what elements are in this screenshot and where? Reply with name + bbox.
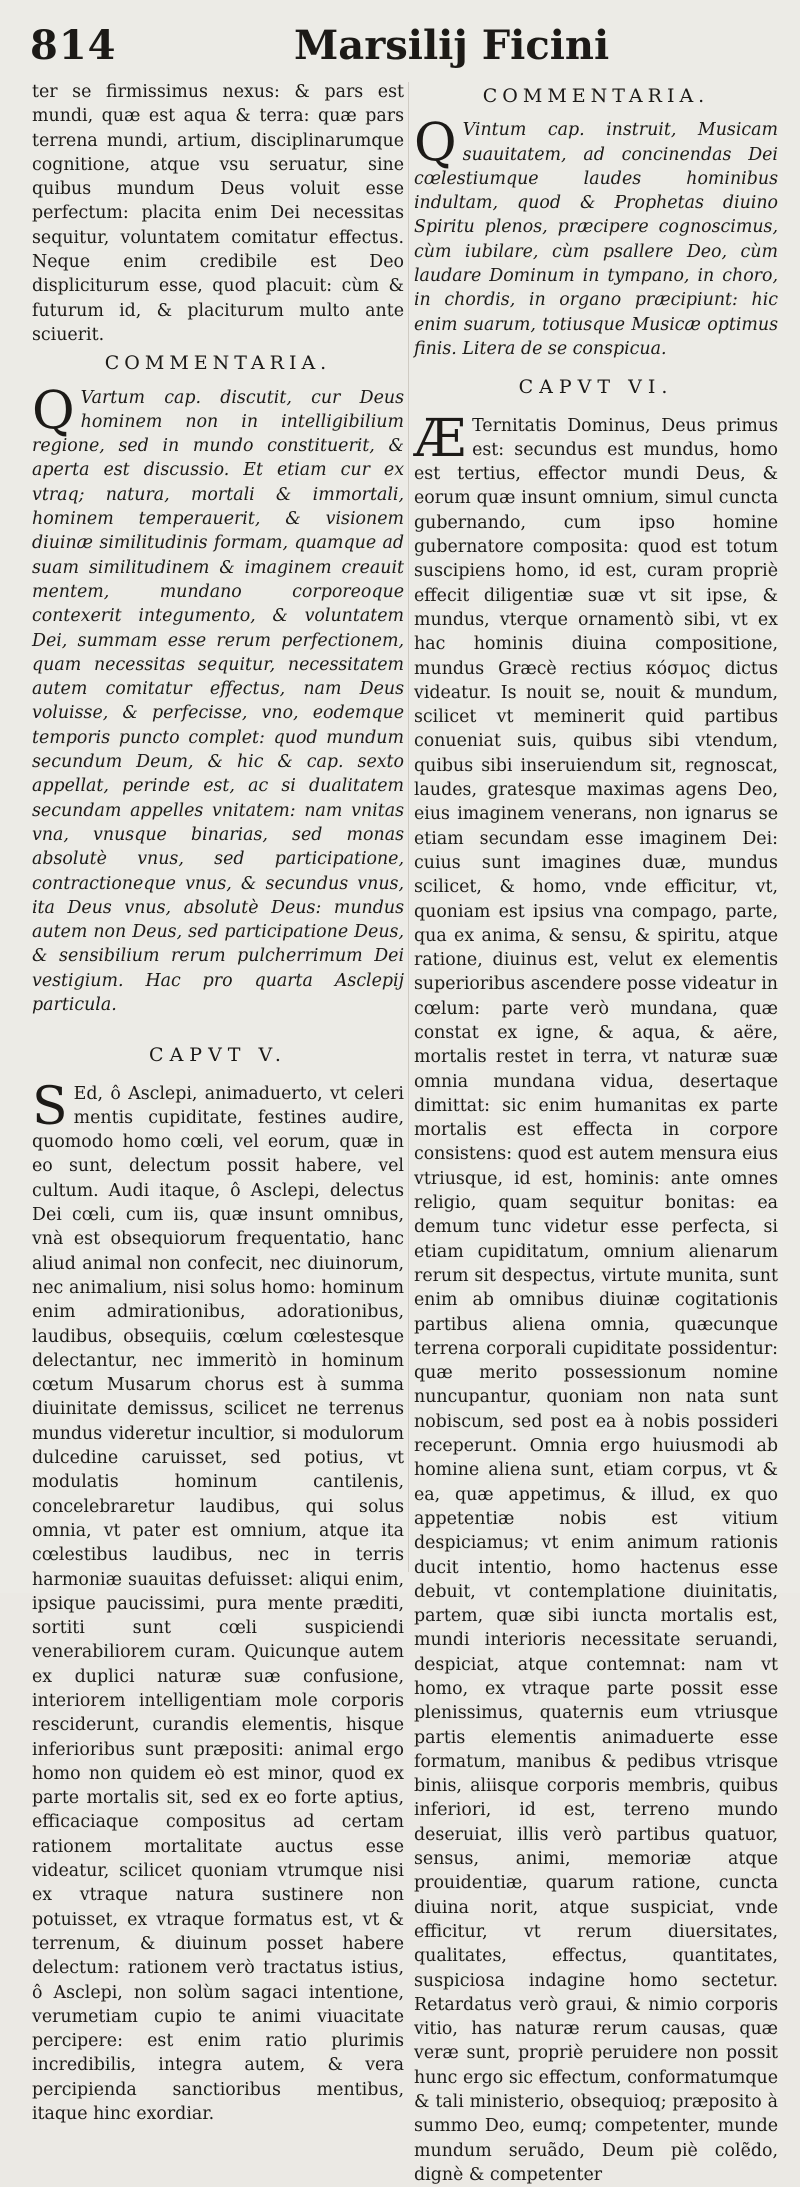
left-commentaria-heading: COMMENTARIA.: [104, 352, 332, 375]
left-commentaria-paragraph: Vartum cap. discutit, cur Deus hominem non in intelligibilium regione, sed in mundo constituerit, & aperta est discussio. Et etiam cur ex vtraq; natura, mortali & immortali, hominem temperauerit, & visionem diuinæ similitudinis formam, quamque ad suam similitudinem & imaginem creauit mentem, mundano corporeoque contexerit integumento, & voluntatem Dei, summam esse rerum perfectionem, quam necessitas sequitur, necessitatem autem comitatur effectus, nam Deus voluisse, & perfecisse, vno, eodemque temporis puncto complet: quod mundum secundum Deum, & hic & cap. sexto appellat, perinde est, ac si dualitatem secundam appelles vnitatem: nam vnitas vna, vnusque binarias, sed monas absolutè vnus, sed participatione, contractioneque vnus, & secundus vnus, ita Deus vnus, absolutè Deus: mundus autem non Deus, sed participatione Deus, & sensibilium rerum pulcherrimum Dei vestigium. Hac pro quarta Asclepij particula.: [32, 387, 404, 1015]
left-commentaria-dropcap: Q: [32, 380, 75, 441]
page-number: 814: [30, 22, 117, 69]
right-commentaria-block: [414, 113, 778, 361]
column-divider: [408, 82, 409, 1572]
left-commentaria-block: [32, 380, 404, 1018]
caput-vi-block: [414, 408, 778, 2187]
caput-v-heading: CAPVT V.: [149, 1044, 287, 1067]
caput-v-dropcap: S: [32, 1076, 68, 1137]
caput-v-paragraph: Ed, ô Asclepi, animaduerto, vt celeri mentis cupiditate, festines audire, quomodo homo cœli, vel eorum, quæ in eo sunt, delectum possit habere, vel cultum. Audi itaque, ô Asclepi, delectus Dei cœli, cum iis, quæ insunt omnibus, vnà est obsequiorum frequentatio, hanc aliud animal non confecit, nec diuinorum, nec animalium, nisi solus homo: hominum enim admirationibus, adorationibus, laudibus, obsequiis, cœlum cœlestesque delectantur, nec immeritò in hominum cœtum Musarum chorus est à summa diuinitate demissus, scilicet ne terrenus mundus videretur incultior, si modulorum dulcedine caruisset, sed potius, vt modulatis hominum cantilenis, concelebraretur laudibus, qui solus omnia, vt pater est omnium, atque ita cœlestibus laudibus, nec in terris harmoniæ suauitas defuisset: aliqui enim, ipsique paucissimi, pura mente præditi, sortiti sunt cœli suspiciendi venerabiliorem curam. Quicunque autem ex duplici naturæ suæ confusione, interiorem intelligentiam mole corporis resciderunt, curandis elementis, hisque inferioribus sunt præpositi: animal ergo homo non quidem eò est minor, quod ex parte mortalis sit, sed ex eo forte aptius, efficaciaque compositus ad certam rationem mortalitate auctus esse videatur, scilicet quoniam vtrumque nisi ex vtraque natura sustinere non potuisset, ex vtraque formatus est, vt & terrenum, & diuinum posset habere delectum: rationem verò tractatus istius, ô Asclepi, non solùm sagaci intentione, verumetiam cupio te animi viuacitate percipere: est enim ratio plurimis incredibilis, integra autem, & vera percipienda sanctioribus mentibus, itaque hinc exordiar.: [32, 1083, 404, 2125]
right-commentaria-dropcap: Q: [414, 113, 457, 174]
page-header: [24, 8, 776, 78]
caput-v-block: [32, 1076, 404, 2127]
running-title: Marsilij Ficini: [294, 22, 610, 69]
caput-vi-dropcap: Æ: [414, 408, 467, 469]
right-commentaria-heading: COMMENTARIA.: [482, 85, 710, 107]
caput-vi-paragraph: Ternitatis Dominus, Deus primus est: secundus est mundus, homo est tertius, effector mundi Deus, & eorum quæ insunt omnium, simul cuncta gubernando, cum ipso homine gubernatore composita: quod est totum suscipiens homo, id est, curam propriè effecit diligentiæ suæ vt sit ipse, & mundus, vterque ornamentò sibi, vt ex hac hominis diuina compositione, mundus Græcè rectius κόσμος dictus videatur. Is nouit se, nouit & mundum, scilicet vt meminerit quid partibus conueniat suis, quibus sibi vtendum, quibus sibi inseruiendum sit, regnoscat, laudes, gratesque maximas agens Deo, eius imaginem venerans, non ignarus se etiam secundam esse imaginem Dei: cuius sunt imagines duæ, mundus scilicet, & homo, vnde efficitur, vt, quoniam est ipsius vna compago, parte, qua ex anima, & sensu, & spiritu, atque ratione, diuinus est, velut ex elementis superioribus ascendere posse videatur in cœlum: parte verò mundana, quæ constat ex igne, & aqua, & aëre, mortalis restet in terra, vt naturæ suæ omnia mundana vidua, desertaque dimittat: sic enim humanitas ex parte mortalis est effecta in corpore consistens: quod est autem mensura eius vtriusque, id est, hominis: ante omnes religio, quam sequitur bonitas: ea demum tunc videtur esse perfecta, si etiam cupiditatum, omnium alienarum rerum sit despectus, virtute munita, sunt enim ab omnibus diuinæ cogitationis partibus aliena omnia, quæcunque terrena corporali cupiditate possidentur: quæ merito possessionum nomine nuncupantur, quoniam non nata sunt nobiscum, sed post ea à nobis possideri receperunt. Omnia ergo huiusmodi ab homine aliena sunt, etiam corpus, vt & ea, quæ appetimus, & illud, ex quo appetentiæ nobis est vitium despiciamus; vt enim animum rationis ducit intentio, homo hactenus esse debuit, vt contemplatione diuinitatis, partem, quæ sibi iuncta mortalis est, mundi interioris necessitate seruandi, despiciat, atque contemnat: nam vt homo, ex vtraque parte possit esse plenissimus, quaternis eum vtriusque partis elementis animaduerte esse formatum, manibus & pedibus vtrisque binis, aliisque corporis membris, quibus inferiori, id est, terreno mundo deseruiat, illis verò partibus quatuor, sensus, animi, memoriæ atque prouidentiæ, quarum ratione, cuncta diuina norit, atque suspiciat, vnde efficitur, vt rerum diuersitates, qualitates, effectus, quantitates, suspiciosa indagine homo sectetur. Retardatus verò graui, & nimio corporis vitio, has naturæ rerum causas, quæ veræ sunt, propriè peruidere non possit hunc ergo sic effectum, conformatumque & tali ministerio, obsequioq; præposito à summo Deo, eumq; competenter, munde mundum seruãdo, Deum piè colẽdo, dignè & competenter: [414, 415, 778, 2185]
left-column: [32, 80, 404, 2125]
left-intro-paragraph: ter se firmissimus nexus: & pars est mundi, quæ est aqua & terra: quæ pars terrena mundi, artium, disciplinarumque cognitione, atque vsu seruatur, sine quibus mundum Deus voluit esse perfectum: placita enim Dei necessitas sequitur, voluntatem comitatur effectus. Neque enim credibile est Deo displiciturum esse, quod placuit: cùm & futurum id, & placiturum multo ante sciuerit.: [32, 82, 404, 345]
caput-vi-heading: CAPVT VI.: [518, 376, 674, 399]
right-commentaria-paragraph: Vintum cap. instruit, Musicam suauitatem, ad concinendas Dei cœlestiumque laudes hominibus indultam, quod & Prophetas diuino Spiritu plenos, præcipere cognoscimus, cùm iubilare, cùm psallere Deo, cùm laudare Dominum in tympano, in choro, in chordis, in organo præcipiunt: hic enim suarum, totiusque Musicæ optimus finis. Litera de se conspicua.: [414, 120, 778, 359]
right-column: [414, 80, 778, 2185]
